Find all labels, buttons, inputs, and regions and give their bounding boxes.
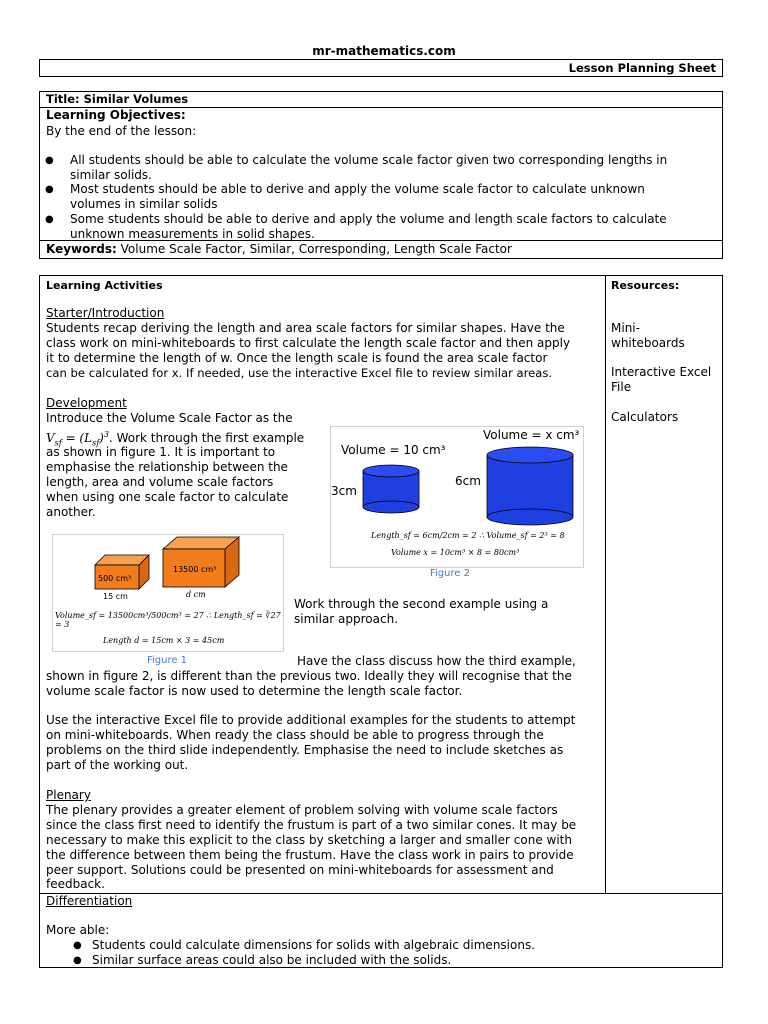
bullet-icon: ● (45, 184, 54, 195)
plenary-line: peer support. Solutions could be presented on mini-whiteboards for assessment and (46, 863, 554, 877)
excel-line: Use the interactive Excel file to provide additional examples for the students to attempt (46, 713, 576, 727)
height-small-label: 3cm (331, 484, 357, 498)
large-cylinder (487, 447, 573, 525)
diff-item: Students could calculate dimensions for solids with algebraic dimensions. (92, 938, 536, 952)
resources-label: Resources: (611, 279, 680, 292)
dev-line: when using one scale factor to calculate (46, 490, 289, 504)
activities-table (39, 275, 723, 968)
figure-1 (52, 534, 284, 652)
dev-line: emphasise the relationship between the (46, 460, 288, 474)
differentiation-heading: Differentiation (46, 894, 133, 908)
third-example-line: shown in figure 2, is different than the previous two. Ideally they will recognise that the (46, 669, 572, 683)
objective-2-line2: volumes in similar solids (70, 197, 218, 211)
plenary-line: the difference between them being the frustum. Have the class work in pairs to provide (46, 848, 574, 862)
plenary-line: The plenary provides a greater element of problem solving with volume scale factors (46, 803, 558, 817)
figure1-eq1: Volume_sf = 13500cm³/500cm³ = 27 ∴ Length_sf = ∛27 = 3 (55, 611, 281, 629)
bullet-icon: ● (73, 955, 82, 966)
objective-1-line2: similar solids. (70, 168, 152, 182)
figure-1-caption: Figure 1 (146, 655, 188, 666)
second-example-line: Work through the second example using a (294, 597, 549, 611)
bullet-icon: ● (45, 214, 54, 225)
excel-line: on mini-whiteboards. When ready the class should be able to progress through the (46, 728, 544, 742)
small-length-label: 15 cm (103, 592, 128, 601)
resource-line: File (611, 380, 632, 394)
site-name: mr-mathematics.com (312, 44, 456, 58)
starter-heading: Starter/Introduction (46, 306, 165, 320)
excel-line: part of the working out. (46, 758, 189, 772)
development-heading: Development (46, 396, 127, 410)
resource-line: Mini- (611, 321, 640, 335)
objectives-intro: By the end of the lesson: (46, 124, 197, 138)
small-cylinder (363, 465, 419, 513)
volume-small-label: Volume = 10 cm³ (341, 443, 446, 457)
volume-large-label: Volume = x cm³ (483, 428, 580, 442)
resource-line: whiteboards (611, 336, 685, 350)
objective-3-line2: unknown measurements in solid shapes. (70, 227, 315, 241)
starter-line: it to determine the length of w. Once the length scale is found the area scale factor (46, 351, 548, 365)
bullet-icon: ● (45, 155, 54, 166)
third-example-line: volume scale factor is now used to determine the length scale factor. (46, 684, 463, 698)
starter-line: can be calculated for x. If needed, use the interactive Excel file to review similar areas. (46, 366, 553, 380)
plenary-line: feedback. (46, 877, 105, 891)
resources-divider (605, 276, 606, 893)
plenary-heading: Plenary (46, 788, 91, 802)
large-volume-label: 13500 cm³ (173, 565, 217, 574)
objective-3-line1: Some students should be able to derive and apply the volume and length scale factors to calculate (70, 212, 667, 226)
cuboids-drawing (53, 535, 283, 651)
figure1-eq2: Length d = 15cm × 3 = 45cm (103, 636, 225, 645)
plenary-line: since the class first need to identify the frustum is part of a two similar cones. It may be (46, 818, 577, 832)
dev-line: Introduce the Volume Scale Factor as the (46, 411, 293, 425)
dev-line: another. (46, 505, 96, 519)
third-example-line: Have the class discuss how the third example, (297, 654, 576, 668)
excel-line: problems on the third slide independently. Emphasise the need to include sketches as (46, 743, 564, 757)
resource-line: Calculators (611, 410, 679, 424)
starter-line: Students recap deriving the length and area scale factors for similar shapes. Have the (46, 321, 565, 335)
plenary-line: necessary to make this explicit to the class by sketching a larger and smaller cone with (46, 833, 572, 847)
small-cuboid (95, 555, 149, 589)
dev-line-formula: $V_{sf} = (L_{sf})^3$. Work through the first example (46, 430, 305, 448)
differentiation-divider (40, 893, 722, 894)
bullet-icon: ● (73, 940, 82, 951)
objective-2-line1: Most students should be able to derive and apply the volume scale factor to calculate unknown (70, 182, 645, 196)
objectives-label: Learning Objectives: (46, 108, 186, 122)
large-cuboid (163, 537, 239, 587)
sheet-title: Lesson Planning Sheet (568, 61, 716, 75)
second-example-line: similar approach. (294, 612, 399, 626)
keywords-label: Keywords: (46, 242, 117, 256)
vsf-formula: $V_{sf} = (L_{sf})^3$ (46, 430, 109, 448)
header-bar (39, 59, 723, 77)
height-large-label: 6cm (455, 474, 481, 488)
objective-1-line1: All students should be able to calculate the volume scale factor given two corresponding lengths in (70, 153, 668, 167)
keywords-row (40, 240, 722, 258)
dev-line: as shown in figure 1. It is important to (46, 445, 276, 459)
activities-label: Learning Activities (46, 279, 163, 292)
figure-2 (330, 426, 584, 568)
lesson-title: Title: Similar Volumes (40, 92, 722, 108)
resource-line: Interactive Excel (611, 365, 712, 379)
more-able-label: More able: (46, 923, 110, 937)
figure2-eq2: Volume x = 10cm³ × 8 = 80cm³ (391, 548, 520, 557)
dev-line: length, area and volume scale factors (46, 475, 274, 489)
large-length-label: d cm (186, 590, 206, 599)
figure2-eq1: Length_sf = 6cm/2cm = 2 ∴ Volume_sf = 2³ = 8 (371, 531, 565, 540)
keywords-text: Volume Scale Factor, Similar, Corresponding, Length Scale Factor (120, 242, 512, 256)
cylinders-drawing (331, 427, 583, 567)
diff-item: Similar surface areas could also be included with the solids. (92, 953, 452, 967)
objectives-table (39, 91, 723, 259)
figure-2-caption: Figure 2 (429, 568, 471, 579)
small-volume-label: 500 cm³ (98, 574, 132, 583)
starter-line: class work on mini-whiteboards to first calculate the length scale factor and then apply (46, 336, 571, 350)
